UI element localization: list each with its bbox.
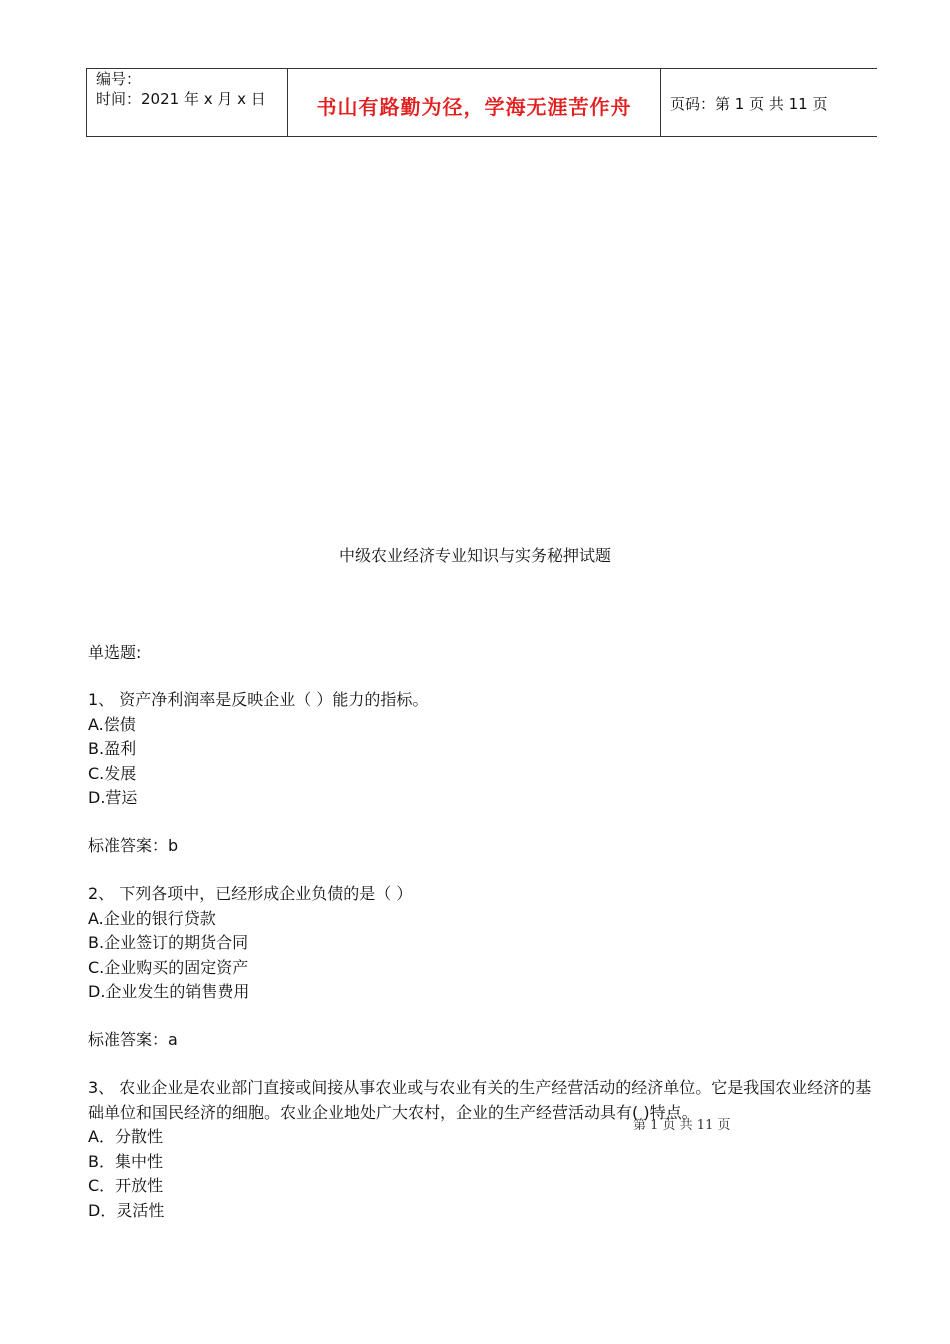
option-d: D.企业发生的销售费用 (88, 982, 250, 1001)
option-b: B．集中性 (88, 1151, 163, 1171)
footer-page-number: 第 1 页 共 11 页 (633, 1118, 731, 1133)
standard-answer: 标准答案：a (88, 1029, 178, 1049)
standard-answer: 标准答案：b (88, 835, 179, 855)
option-b: B.盈利 (88, 739, 137, 758)
time-label: 时间：2021 年 x 月 x 日 (96, 90, 266, 108)
document-header (86, 68, 877, 137)
document-title: 中级农业经济专业知识与实务秘押试题 (338, 546, 611, 565)
section-heading: 单选题: (88, 643, 142, 662)
question-stem: 2、 下列各项中，已经形成企业负债的是（ ） (88, 884, 413, 903)
header-info-cell (87, 69, 288, 136)
question-3 (88, 1076, 878, 1223)
option-d: D.营运 (88, 788, 138, 807)
option-b: B.企业签订的期货合同 (88, 933, 249, 952)
option-a: A.企业的银行贷款 (88, 908, 216, 928)
option-a: A．分散性 (88, 1127, 163, 1146)
option-c: C．开放性 (88, 1176, 164, 1195)
page-number-label: 页码：第 1 页 共 11 页 (670, 95, 828, 113)
option-a: A.偿债 (88, 714, 136, 734)
serial-label: 编号： (96, 70, 142, 88)
option-d: D．灵活性 (88, 1200, 165, 1220)
option-c: C.发展 (88, 763, 137, 783)
motto-text: 书山有路勤为径，学海无涯苦作舟 (316, 95, 632, 119)
question-stem: 1、 资产净利润率是反映企业（ ）能力的指标。 (88, 690, 429, 709)
header-page-cell (661, 69, 877, 136)
question-1 (88, 688, 878, 858)
header-motto-cell (288, 69, 661, 136)
question-2 (88, 882, 878, 1052)
question-stem: 3、 农业企业是农业部门直接或间接从事农业或与农业有关的生产经营活动的经济单位。它是我国农业经济的基础单位和国民经济的细胞。农业企业地处广大农村，企业的生产经营活动具有( )特点。 (88, 1078, 872, 1122)
option-c: C.企业购买的固定资产 (88, 957, 249, 977)
